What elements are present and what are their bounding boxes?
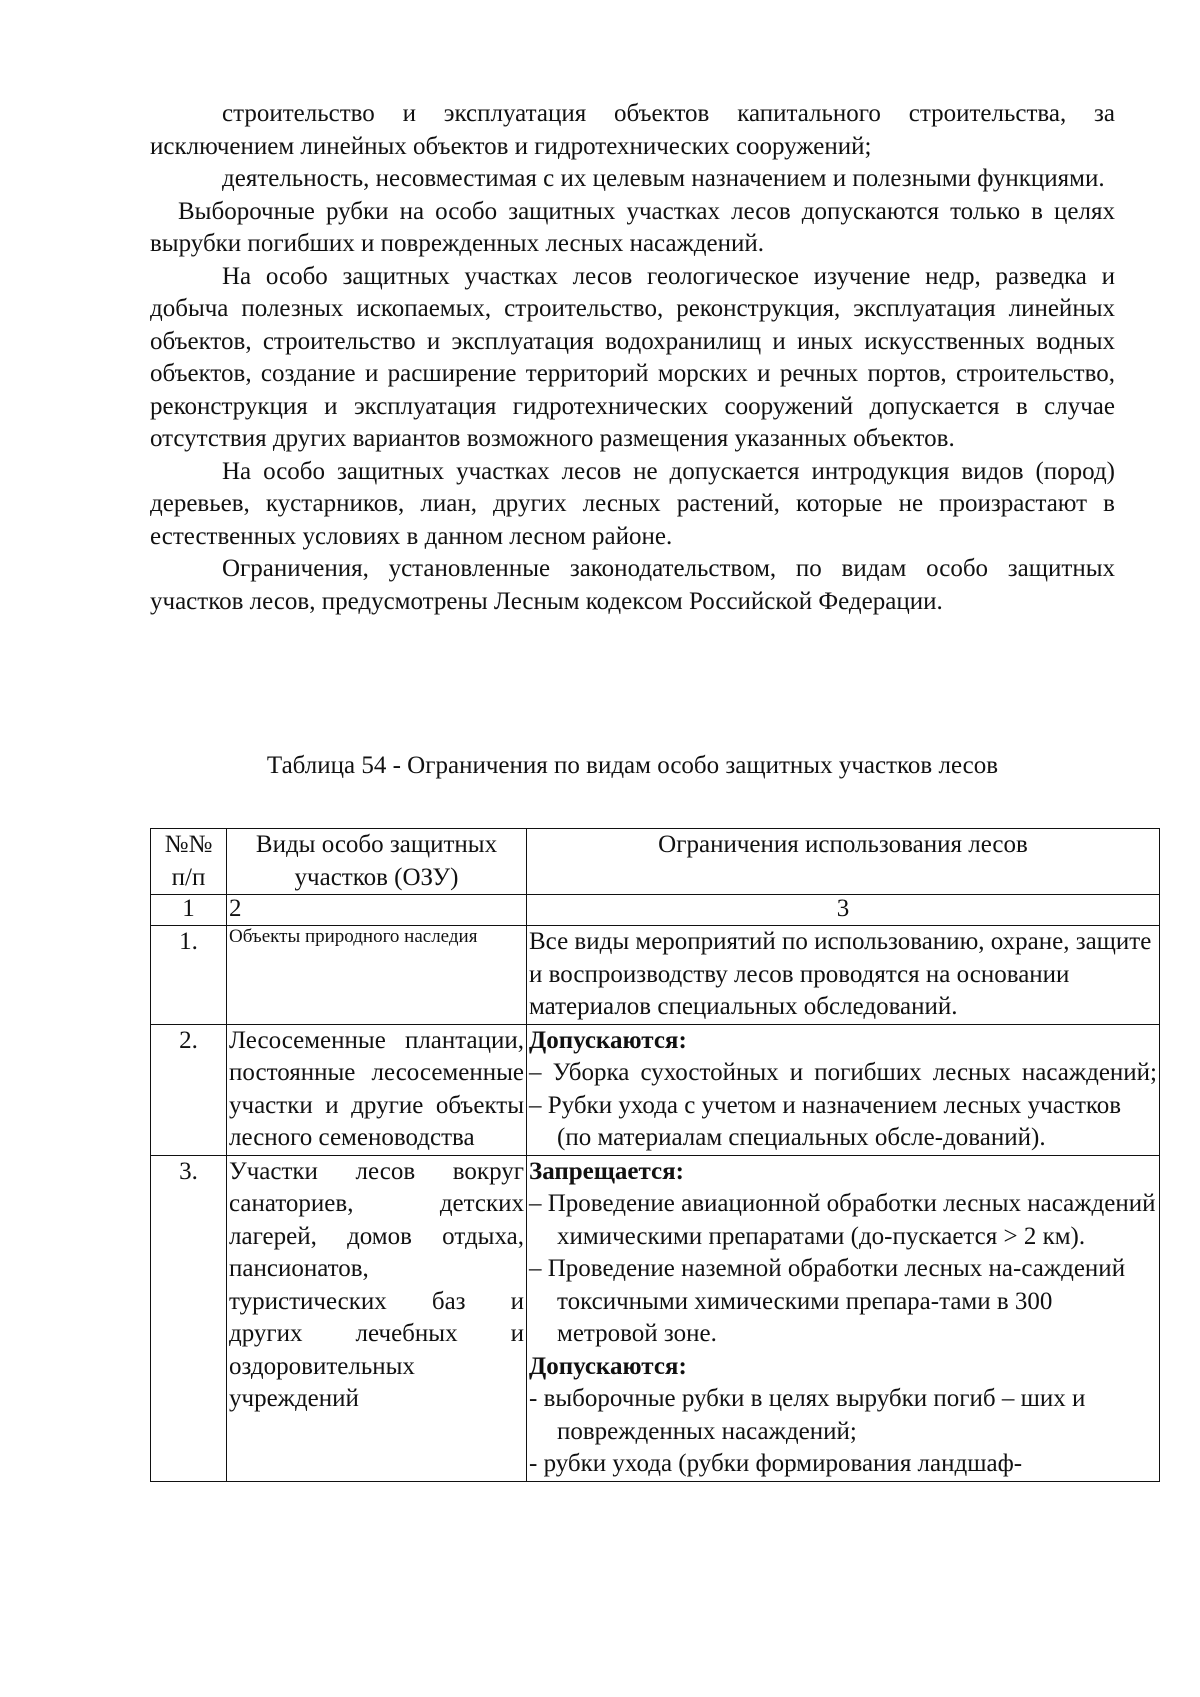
- table-row: [151, 1024, 1160, 1155]
- header-kind: Виды особо защитных участков (ОЗУ): [227, 829, 527, 895]
- forbidden-heading: Запрещается:: [529, 1157, 685, 1185]
- table-caption: Таблица 54 - Ограничения по видам особо защитных участков лесов: [266, 752, 999, 779]
- table-header-row: [151, 829, 1160, 895]
- row-number: 2.: [151, 1024, 227, 1155]
- paragraph-4: На особо защитных участках лесов геологическое изучение недр, разведка и добыча полезных ископаемых, строительство, реконструкция, эксплуатация линейных объектов, строительство и эксплуатация водохранилищ и иных искусственных водных объектов, создание и расширение территорий морских и речных портов, строительство, реконструкция и эксплуатация гидротехнических сооружений допускается в случае отсутствия других вариантов возможного размещения указанных объектов.: [150, 262, 1115, 452]
- forbidden-item: – Проведение авиационной обработки лесных насаждений химическими препаратами (до-пускается > 2 км).: [529, 1190, 1156, 1250]
- row-kind: Лесосеменные плантации, постоянные лесосеменные участки и другие объекты лесного семеноводства: [227, 1024, 527, 1155]
- header-number: №№ п/п: [151, 829, 227, 895]
- row-limits: Все виды мероприятий по использованию, охране, защите и воспроизводству лесов проводятся на основании материалов специальных обследований.: [527, 926, 1160, 1025]
- allowed-item: - рубки ухода (рубки формирования ландшаф-: [529, 1450, 1023, 1477]
- allowed-item: – Уборка сухостойных и погибших лесных насаждений;: [529, 1059, 1157, 1086]
- paragraph-5: На особо защитных участках лесов не допускается интродукция видов (пород) деревьев, кустарников, лиан, других лесных растений, которые не произрастают в естественных условиях в данном лесном районе.: [150, 457, 1115, 550]
- paragraph-2: деятельность, несовместимая с их целевым назначением и полезными функциями.: [222, 165, 1105, 192]
- allowed-item: – Рубки ухода с учетом и назначением лесных участков (по материалам специальных обсле-дований).: [529, 1091, 1122, 1151]
- header-limits: Ограничения использования лесов: [527, 829, 1160, 895]
- allowed-heading: Допускаются:: [529, 1026, 687, 1054]
- row-number: 1.: [151, 926, 227, 1025]
- index-cell: 3: [527, 895, 1160, 926]
- row-limits: [527, 1155, 1160, 1481]
- table-index-row: [151, 895, 1160, 926]
- paragraph-1: строительство и эксплуатация объектов капитального строительства, за исключением линейных объектов и гидротехнических сооружений;: [150, 100, 1115, 160]
- row-limits: [527, 1024, 1160, 1155]
- restrictions-table: [150, 828, 1160, 1482]
- table-row: [151, 1155, 1160, 1481]
- index-cell: 1: [151, 895, 227, 926]
- index-cell: 2: [227, 895, 527, 926]
- allowed-heading: Допускаются:: [529, 1352, 687, 1380]
- table-row: [151, 926, 1160, 1025]
- allowed-item: - выборочные рубки в целях вырубки погиб – ших и поврежденных насаждений;: [529, 1385, 1086, 1445]
- row-kind: Объекты природного наследия: [227, 926, 527, 1025]
- row-kind: Участки лесов вокруг санаториев, детских лагерей, домов отдыха, пансионатов, туристических баз и других лечебных и оздоровительных учреждений: [227, 1155, 527, 1481]
- body-text: [150, 98, 1115, 618]
- forbidden-item: – Проведение наземной обработки лесных на-саждений токсичными химическими препара-тами в 300 метровой зоне.: [529, 1255, 1126, 1347]
- paragraph-6: Ограничения, установленные законодательством, по видам особо защитных участков лесов, предусмотрены Лесным кодексом Российской Федерации.: [150, 555, 1115, 615]
- row-number: 3.: [151, 1155, 227, 1481]
- paragraph-3: Выборочные рубки на особо защитных участках лесов допускаются только в целях вырубки погибших и поврежденных лесных насаждений.: [150, 197, 1115, 257]
